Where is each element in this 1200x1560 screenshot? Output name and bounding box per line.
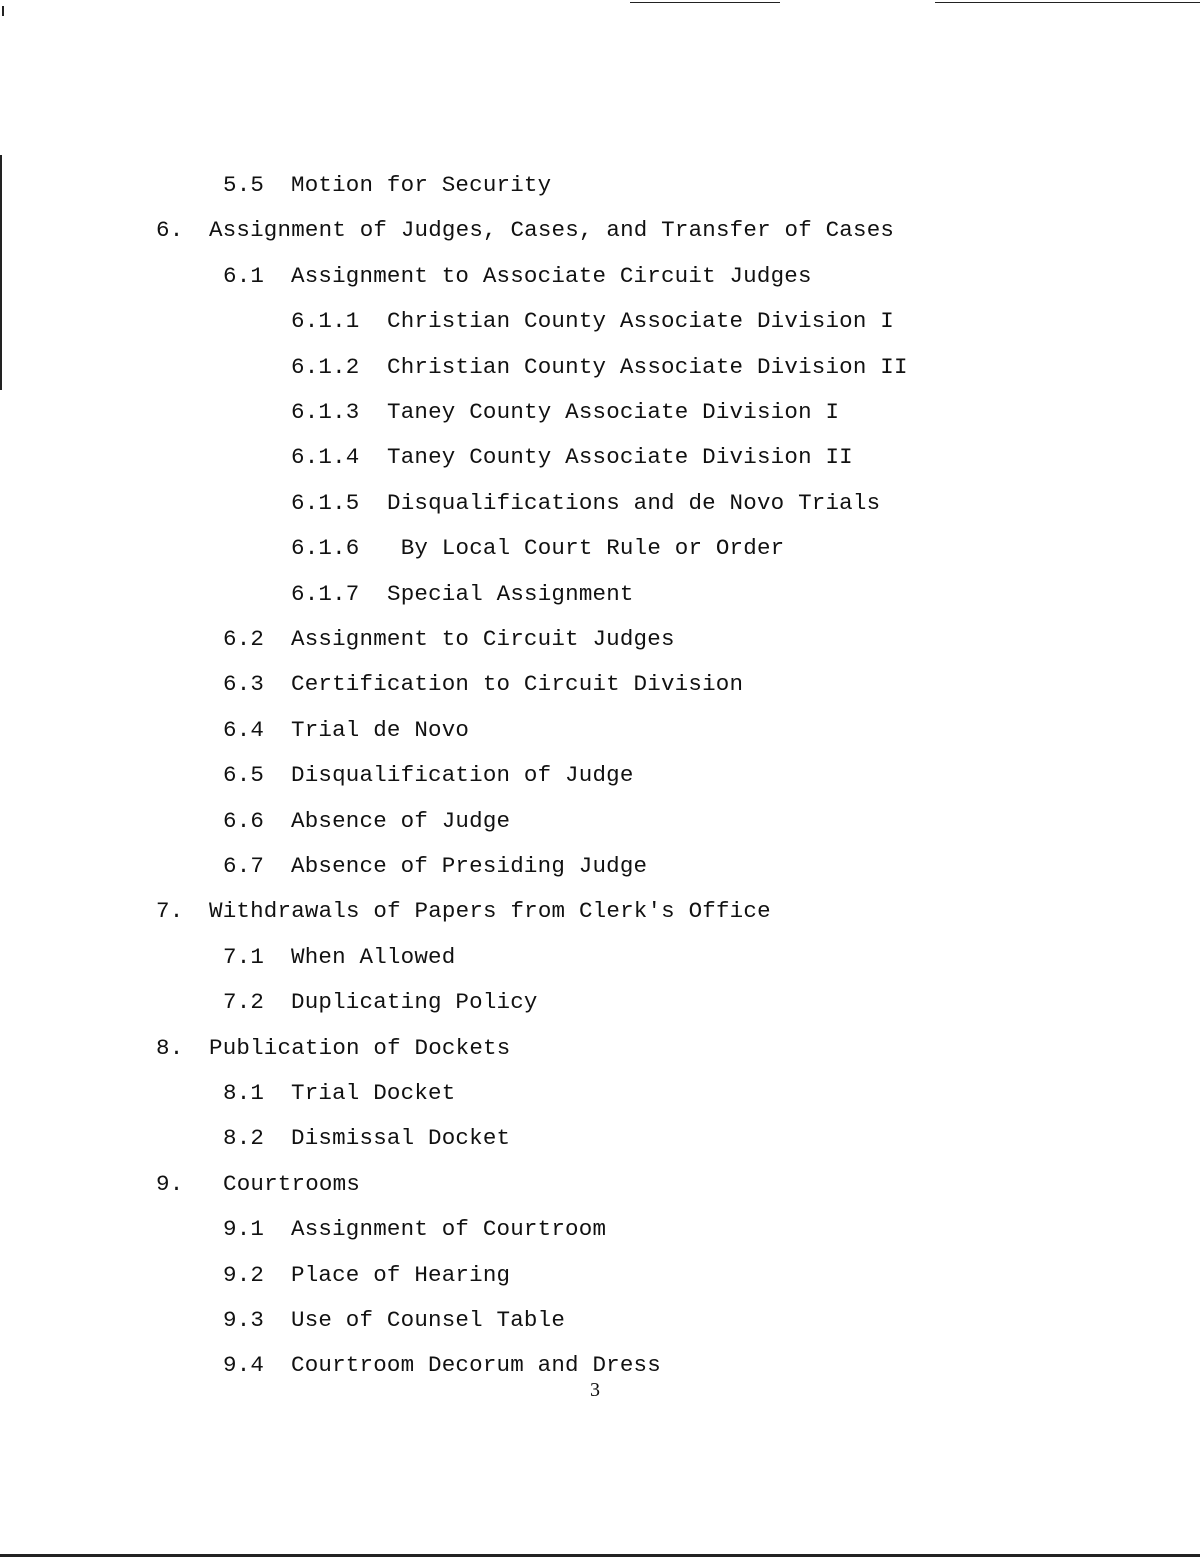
toc-entry-number: 6. (156, 217, 184, 244)
toc-entry-number: 9.2 (223, 1261, 265, 1288)
toc-entry-number: 6.1.5 (291, 489, 360, 516)
toc-entry (223, 171, 1123, 201)
toc-entry (223, 1351, 1123, 1381)
toc-entry (223, 262, 1123, 292)
toc-entry (291, 443, 1191, 473)
toc-entry-title: Disqualifications and de Novo Trials (387, 489, 881, 516)
toc-entry (223, 625, 1123, 655)
toc-entry (156, 1034, 1056, 1064)
toc-entry-number: 6.1 (223, 262, 265, 289)
toc-entry (223, 852, 1123, 882)
toc-entry-title: Absence of Judge (291, 807, 511, 834)
toc-entry-number: 6.6 (223, 807, 265, 834)
toc-entry-title: Place of Hearing (291, 1261, 511, 1288)
toc-entry-number: 7. (156, 898, 184, 925)
page-number: 3 (590, 1379, 600, 1401)
toc-entry-title: Special Assignment (387, 580, 634, 607)
toc-entry-title: Disqualification of Judge (291, 762, 634, 789)
toc-entry (223, 1306, 1123, 1336)
toc-entry-title: Assignment of Judges, Cases, and Transfer of Cases (209, 217, 895, 244)
toc-entry (223, 761, 1123, 791)
toc-entry-title: Motion for Security (291, 172, 552, 198)
toc-entry (291, 307, 1191, 337)
toc-entry-title: Duplicating Policy (291, 989, 538, 1016)
toc-entry-number: 6.1.3 (291, 399, 360, 425)
toc-entry-title: Trial Docket (291, 1080, 456, 1106)
toc-entry-number: 6.1.2 (291, 353, 360, 380)
toc-entry-number: 9. (156, 1170, 184, 1197)
toc-entry (156, 1170, 1056, 1200)
toc-entry-title: Publication of Dockets (209, 1034, 511, 1061)
toc-entry-number: 6.3 (223, 671, 265, 698)
scan-mark-left-top (2, 6, 4, 16)
toc-entry-title: Trial de Novo (291, 716, 470, 743)
toc-entry-number: 6.1.7 (291, 580, 360, 607)
toc-entry (156, 897, 1056, 927)
toc-entry-title: Withdrawals of Papers from Clerk's Office (209, 898, 771, 925)
toc-entry-number: 9.4 (223, 1352, 265, 1379)
scan-mark-bottom-edge (0, 1554, 1200, 1557)
toc-entry (223, 716, 1123, 746)
toc-entry-title: Courtrooms (223, 1170, 361, 1197)
toc-entry-title: Assignment to Associate Circuit Judges (291, 262, 812, 289)
toc-entry-number: 9.3 (223, 1307, 265, 1333)
toc-entry-title: Taney County Associate Division II (387, 444, 853, 471)
toc-entry (223, 1079, 1123, 1109)
toc-entry-number: 6.1.4 (291, 444, 360, 471)
toc-entry-number: 6.4 (223, 716, 265, 743)
toc-entry-title: Use of Counsel Table (291, 1307, 566, 1333)
toc-entry-title: Dismissal Docket (291, 1125, 511, 1152)
toc-entry (291, 534, 1191, 564)
toc-entry (156, 216, 1056, 246)
toc-entry (223, 1124, 1123, 1154)
toc-entry-title: Christian County Associate Division I (387, 308, 894, 335)
toc-entry-title: Assignment of Courtroom (291, 1216, 607, 1243)
toc-entry-title: Christian County Associate Division II (387, 353, 908, 380)
toc-entry-number: 6.5 (223, 762, 265, 789)
toc-entry (223, 807, 1123, 837)
toc-entry-title: Assignment to Circuit Judges (291, 626, 675, 652)
toc-entry-title: When Allowed (291, 943, 456, 970)
toc-entry-title: By Local Court Rule or Order (387, 535, 785, 562)
toc-entry-number: 7.1 (223, 943, 265, 970)
scan-mark-top-right (935, 2, 1200, 3)
scan-mark-left-edge (0, 155, 2, 390)
toc-entry-number: 8. (156, 1034, 184, 1061)
toc-entry (291, 489, 1191, 519)
toc-entry-title: Taney County Associate Division I (387, 399, 840, 425)
toc-entry-number: 8.1 (223, 1080, 265, 1106)
toc-entry (291, 580, 1191, 610)
toc-entry-number: 6.7 (223, 853, 265, 879)
toc-entry (223, 1261, 1123, 1291)
toc-entry-number: 8.2 (223, 1125, 265, 1152)
toc-entry (223, 943, 1123, 973)
toc-entry (291, 353, 1191, 383)
toc-entry-title: Certification to Circuit Division (291, 671, 744, 698)
toc-entry (223, 988, 1123, 1018)
scan-mark-top-center (630, 2, 780, 3)
toc-entry (223, 670, 1123, 700)
toc-entry-number: 7.2 (223, 989, 265, 1016)
toc-entry-number: 6.1.1 (291, 308, 360, 335)
toc-entry-number: 9.1 (223, 1216, 265, 1243)
toc-entry (291, 398, 1191, 428)
toc-entry-number: 6.2 (223, 626, 265, 652)
toc-entry-title: Courtroom Decorum and Dress (291, 1352, 661, 1379)
toc-entry (223, 1215, 1123, 1245)
toc-entry-number: 6.1.6 (291, 535, 360, 562)
toc-entry-number: 5.5 (223, 172, 265, 198)
toc-entry-title: Absence of Presiding Judge (291, 853, 648, 879)
